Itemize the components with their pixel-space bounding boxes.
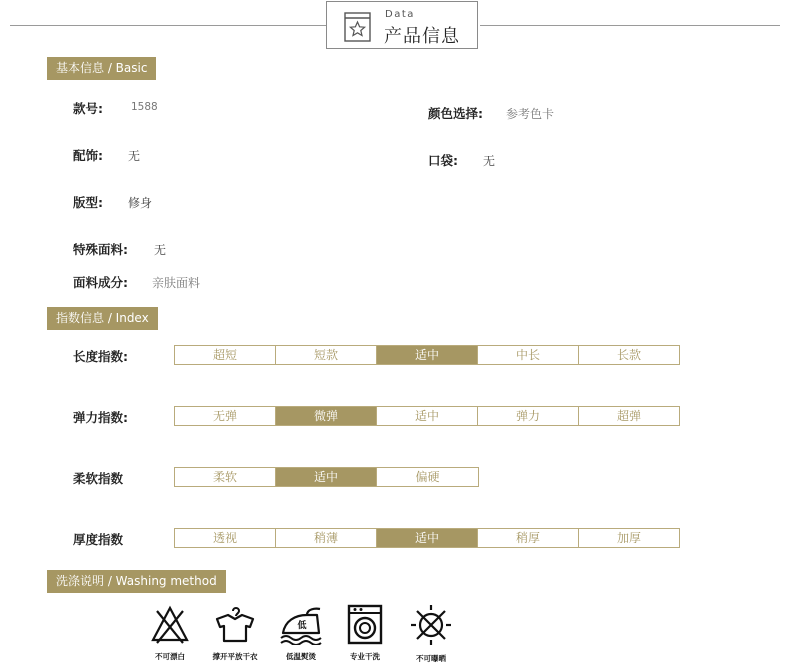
field-label-color: 颜色选择: xyxy=(428,106,483,121)
section-label-washing: 洗涤说明 / Washing method xyxy=(47,570,226,593)
elasticity-option: 无弹 xyxy=(175,407,276,425)
elasticity-option: 弹力 xyxy=(478,407,579,425)
low-iron-icon xyxy=(277,603,325,645)
length-option: 中长 xyxy=(478,346,579,364)
elasticity-option-selected: 微弹 xyxy=(276,407,377,425)
softness-option: 偏硬 xyxy=(415,470,440,484)
iron-temp-text: 低 xyxy=(297,621,307,631)
wash-caption: 低温熨烫 xyxy=(286,652,316,661)
thickness-option: 透视 xyxy=(175,529,276,547)
elasticity-option: 适中 xyxy=(377,407,478,425)
index-label-softness: 柔软指数 xyxy=(73,471,124,486)
thickness-option-selected: 适中 xyxy=(377,529,478,547)
index-label-elasticity: 弹力指数: xyxy=(73,410,128,425)
field-value-special-fabric: 无 xyxy=(154,243,167,257)
thickness-option: 稍厚 xyxy=(478,529,579,547)
field-label-special-fabric: 特殊面料: xyxy=(73,242,128,257)
wash-caption: 专业干洗 xyxy=(350,652,380,661)
index-label-thickness: 厚度指数 xyxy=(73,532,124,547)
softness-index-scale xyxy=(174,467,479,487)
elasticity-index-scale xyxy=(174,406,680,426)
section-label-basic: 基本信息 / Basic xyxy=(47,57,156,80)
wash-item-dry-clean xyxy=(337,603,393,662)
field-value-style-no: 1588 xyxy=(131,101,158,113)
length-option: 短款 xyxy=(276,346,377,364)
wash-item-hang-dry xyxy=(207,603,263,662)
softness-option-selected: 适中 xyxy=(276,468,377,486)
field-value-fit: 修身 xyxy=(128,196,153,210)
hang-dry-icon xyxy=(213,603,257,645)
wash-caption: 撑开平放干衣 xyxy=(212,652,258,661)
field-label-fit: 版型: xyxy=(73,195,103,210)
no-bleach-icon xyxy=(150,603,190,645)
thickness-option: 加厚 xyxy=(616,531,641,545)
section-label-index: 指数信息 / Index xyxy=(47,307,158,330)
wash-item-low-iron xyxy=(273,603,329,662)
length-index-scale xyxy=(174,345,680,365)
length-option: 长款 xyxy=(616,348,641,362)
field-label-accessory: 配饰: xyxy=(73,148,103,163)
elasticity-option: 超弹 xyxy=(616,409,641,423)
title-small-text: Data xyxy=(385,9,415,20)
thickness-option: 稍薄 xyxy=(276,529,377,547)
wash-caption: 不可漂白 xyxy=(155,652,185,661)
page-title: 产品信息 xyxy=(384,26,460,47)
thickness-index-scale xyxy=(174,528,680,548)
wash-item-no-bleach xyxy=(142,603,198,662)
field-value-composition: 亲肤面料 xyxy=(152,276,201,290)
softness-option: 柔软 xyxy=(175,468,276,486)
field-value-pocket: 无 xyxy=(483,154,496,168)
field-label-pocket: 口袋: xyxy=(428,153,458,168)
dry-clean-icon xyxy=(345,603,385,645)
header-rule-left xyxy=(10,25,326,26)
length-option: 超短 xyxy=(175,346,276,364)
field-label-style-no: 款号: xyxy=(73,101,103,116)
no-sun-dry-icon xyxy=(409,603,453,647)
field-value-color: 参考色卡 xyxy=(506,107,555,121)
field-value-accessory: 无 xyxy=(128,149,141,163)
wash-caption: 不可曝晒 xyxy=(416,654,446,663)
length-option-selected: 适中 xyxy=(377,346,478,364)
star-card-icon xyxy=(344,12,371,42)
wash-item-no-sun xyxy=(403,603,459,664)
field-label-composition: 面料成分: xyxy=(73,275,128,290)
section-title-box xyxy=(326,1,478,49)
header-rule-right xyxy=(480,25,780,26)
index-label-length: 长度指数: xyxy=(73,349,128,364)
